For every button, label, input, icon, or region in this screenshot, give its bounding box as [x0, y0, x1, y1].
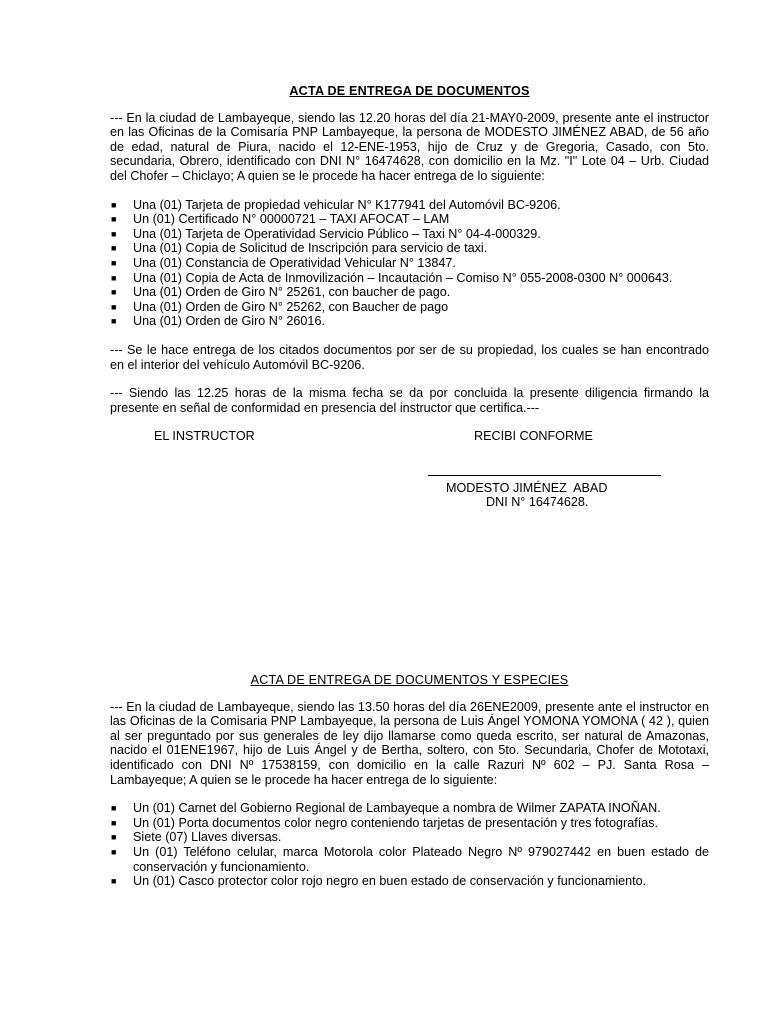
acta1-items-list: [110, 198, 709, 329]
acta1-title: ACTA DE ENTREGA DE DOCUMENTOS: [289, 84, 530, 98]
acta1-paragraph-3: --- Siendo las 12.25 horas de la misma fecha se da por concluida la presente diligencia firmando la presente en señal de conformidad en presencia del instructor que certifica.---: [110, 386, 709, 415]
signature-block: [110, 469, 709, 529]
list-item: ■ Un (01) Certificado N° 00000721 – TAXI AFOCAT – LAM: [111, 212, 450, 227]
acta1-paragraph-2: --- Se le hace entrega de los citados documentos por ser de su propiedad, los cuales se han encontrado en el interior del vehículo Automóvil BC-9206.: [110, 342, 709, 372]
bullet-icon: ■: [111, 876, 117, 887]
list-item: ■ Un (01) Porta documentos color negro conteniendo tarjetas de presentación y tres fotografías.: [111, 815, 659, 830]
recibi-conforme-label: RECIBI CONFORME: [474, 429, 593, 444]
bullet-icon: ■: [111, 803, 117, 814]
bullet-icon: ■: [111, 817, 117, 828]
bullet-icon: ■: [111, 316, 117, 327]
bullet-icon: ■: [111, 301, 117, 312]
acta-entrega-documentos: [110, 84, 709, 529]
signature-line: [428, 475, 661, 476]
list-item: ■ Una (01) Tarjeta de propiedad vehicular N° K177941 del Automóvil BC-9206.: [111, 197, 561, 212]
list-item: ■ Un (01) Casco protector color rojo negro en buen estado de conservación y funcionamiento.: [111, 874, 647, 889]
list-item: ■ Una (01) Orden de Giro N° 25261, con baucher de pago.: [111, 285, 451, 300]
list-item: ■ Una (01) Copia de Solicitud de Inscripción para servicio de taxi.: [111, 241, 488, 256]
acta-entrega-documentos-especies: [110, 673, 709, 903]
list-item: ■ Una (01) Orden de Giro N° 26016.: [111, 314, 325, 329]
acta2-title: ACTA DE ENTREGA DE DOCUMENTOS Y ESPECIES: [250, 673, 569, 687]
list-item: ■ Una (01) Copia de Acta de Inmovilización – Incautación – Comiso N° 055-2008-0300 N° 000643.: [111, 270, 673, 285]
bullet-icon: ■: [111, 832, 117, 843]
signer-name: MODESTO JIMÉNEZ ABAD: [446, 481, 608, 496]
acta2-intro: --- En la ciudad de Lambayeque, siendo las 13.50 horas del día 26ENE2009, presente ante el instructor en las Oficinas de la Comisaria PNP Lambayeque, la persona de Luis Ángel YOMONA YOMONA ( 42 ), quien al ser preguntado por sus generales de ley dijo llamarse como queda escrito, ser natural de Amazonas, nacido el 01ENE1967, hijo de Luis Ángel y de Bertha, soltero, con 5to. Secundaria, Chofer de Mototaxi, identificado con DNI Nº 17538159, con domicilio en la calle Razuri Nº 602 – PJ. Santa Rosa – Lambayeque; A quien se le procede ha hacer entrega de lo siguiente:: [110, 699, 709, 787]
bullet-icon: ■: [111, 214, 117, 225]
bullet-icon: ■: [111, 287, 117, 298]
bullet-icon: ■: [111, 257, 117, 268]
list-item: ■ Un (01) Carnet del Gobierno Regional de Lambayeque a nombra de Wilmer ZAPATA INOÑAN.: [111, 801, 661, 816]
bullet-icon: ■: [111, 243, 117, 254]
instructor-label: EL INSTRUCTOR: [154, 429, 255, 444]
acta1-intro: --- En la ciudad de Lambayeque, siendo las 12.20 horas del día 21-MAY0-2009, presente ante el instructor en las Oficinas de la Comisaría PNP Lambayeque, la persona de MODESTO JIMÉNEZ ABAD, de 56 año de edad, natural de Piura, nacido el 12-ENE-1953, hijo de Cruz y de Gregoria, Casado, con 5to. secundaria, Obrero, identificado con DNI N° 16474628, con domicilio en la Mz. "I" Lote 04 – Urb. Ciudad del Chofer – Chiclayo; A quien se le procede ha hacer entrega de lo siguiente:: [110, 110, 709, 183]
acta2-items-list: [110, 801, 709, 889]
list-item: ■ Siete (07) Llaves diversas.: [111, 830, 282, 845]
bullet-icon: ■: [111, 846, 117, 857]
bullet-icon: ■: [111, 199, 117, 210]
list-item: ■ Una (01) Orden de Giro N° 25262, con Baucher de pago: [111, 299, 449, 314]
list-item: ■ Un (01) Teléfono celular, marca Motorola color Plateado Negro Nº 979027442 en buen estado de conservación y funcionamiento.: [111, 844, 709, 874]
bullet-icon: ■: [111, 272, 117, 283]
signer-dni: DNI N° 16474628.: [486, 495, 589, 510]
list-item: ■ Una (01) Constancia de Operatividad Vehicular N° 13847.: [111, 255, 456, 270]
signature-labels: [110, 429, 709, 469]
list-item: ■ Una (01) Tarjeta de Operatividad Servicio Público – Taxi N° 04-4-000329.: [111, 226, 541, 241]
bullet-icon: ■: [111, 228, 117, 239]
